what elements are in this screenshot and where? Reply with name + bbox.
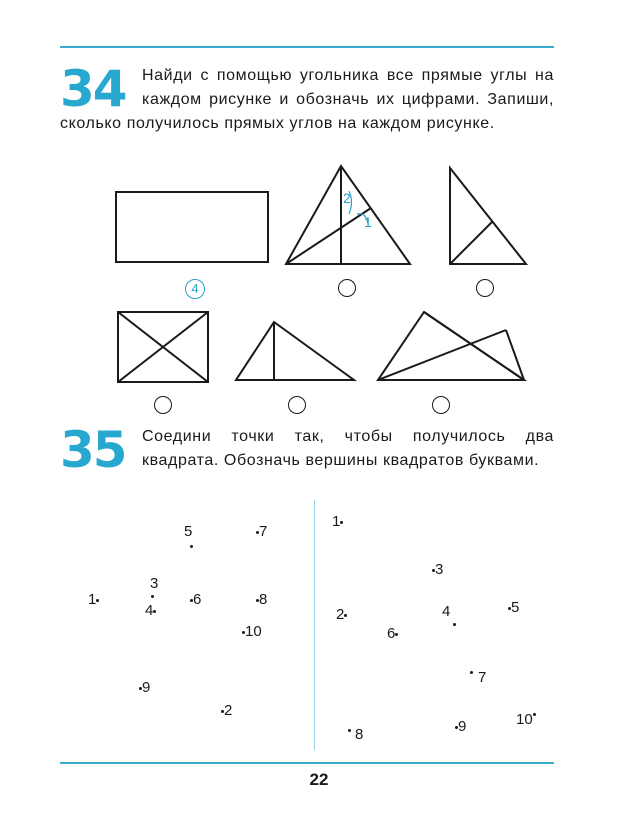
right-point-7[interactable]: [470, 664, 473, 680]
left-point-10[interactable]: 10: [242, 624, 262, 640]
figure-rectangle-diagonals: [112, 306, 214, 386]
task-35: [60, 421, 554, 479]
task-34-text: Найди с помощью угольника все прямые углы на каждом рисунке и обозначь их цифрами. Запиши, сколько получилось прямых углов на каждом рисунке.: [60, 67, 554, 132]
top-rule: [60, 46, 554, 48]
right-point-10-dot: [533, 706, 536, 722]
figure-right-triangle-with-line: [444, 160, 534, 270]
right-point-5[interactable]: 5: [508, 600, 519, 616]
answer-circle-3[interactable]: [476, 279, 494, 297]
left-point-5[interactable]: 5: [184, 523, 193, 540]
figure-triangle-with-line: [280, 156, 420, 270]
task-34: [60, 60, 554, 136]
left-point-4[interactable]: 4: [145, 603, 156, 619]
right-point-1[interactable]: 1: [332, 514, 343, 530]
task-34-number: 34: [60, 60, 126, 118]
left-point-2[interactable]: 2: [221, 703, 232, 719]
left-point-9[interactable]: 9: [139, 680, 150, 696]
task-35-number: 35: [60, 421, 126, 479]
right-point-2[interactable]: 2: [336, 607, 347, 623]
figure-rectangle: [112, 186, 276, 266]
angle-mark-1: 1: [364, 214, 372, 230]
page-number: 22: [309, 770, 329, 789]
panel-divider: [314, 500, 315, 750]
figure-crossed-triangles: [372, 306, 532, 386]
left-point-1[interactable]: 1: [88, 592, 99, 608]
answer-circle-2[interactable]: [338, 279, 356, 297]
task-35-text: Соедини точки так, чтобы получилось два квадрата. Обозначь вершины квадратов буквами.: [142, 428, 554, 469]
right-point-8[interactable]: [348, 722, 351, 738]
left-point-6[interactable]: 6: [190, 592, 201, 608]
answer-circle-1[interactable]: 4: [185, 279, 205, 299]
right-point-8-label: 8: [355, 726, 364, 743]
bottom-rule: [60, 762, 554, 764]
right-point-3[interactable]: 3: [432, 562, 443, 578]
right-point-9[interactable]: 9: [455, 719, 466, 735]
right-point-4[interactable]: 4: [442, 603, 451, 620]
right-point-4-dot: [453, 616, 456, 632]
left-point-8[interactable]: 8: [256, 592, 267, 608]
left-point-3[interactable]: 3: [150, 575, 159, 592]
left-point-5-dot: [190, 538, 193, 554]
right-point-6[interactable]: 6: [387, 626, 398, 642]
figure-obtuse-triangle: [230, 316, 360, 386]
left-point-7[interactable]: 7: [256, 524, 267, 540]
answer-circle-5[interactable]: [288, 396, 306, 414]
answer-circle-4[interactable]: [154, 396, 172, 414]
answer-circle-6[interactable]: [432, 396, 450, 414]
angle-mark-2: 2: [343, 190, 351, 206]
right-point-10[interactable]: 10: [516, 711, 533, 728]
right-point-7-label: 7: [478, 669, 487, 686]
